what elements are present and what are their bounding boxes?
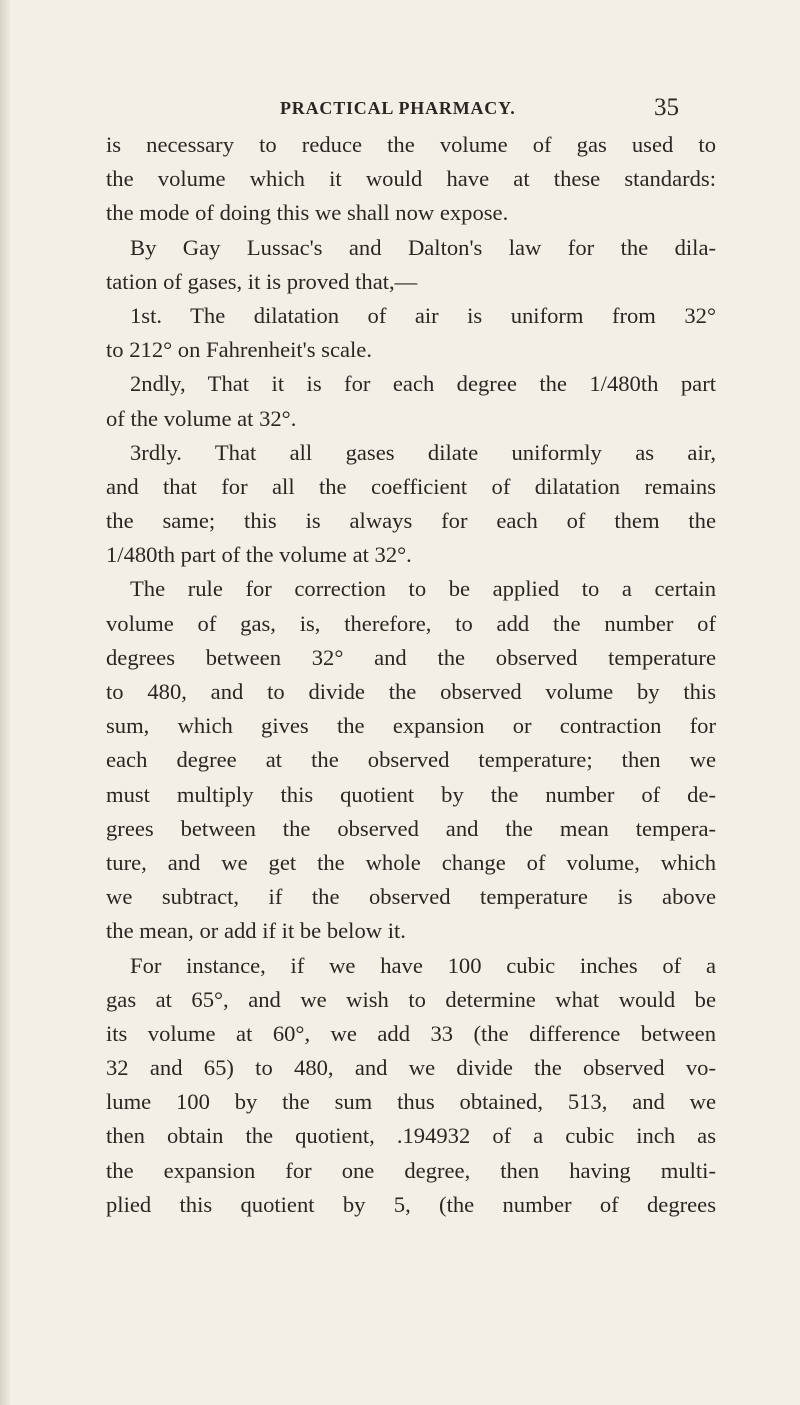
text-line: volume of gas, is, therefore, to add the number of	[106, 610, 716, 636]
text-line: then obtain the quotient, .194932 of a cubic inch as	[106, 1123, 716, 1149]
text-line: the mode of doing this we shall now expose.	[106, 200, 509, 226]
text-line: lume 100 by the sum thus obtained, 513, and we	[106, 1089, 716, 1115]
body-text	[106, 128, 716, 1222]
text-line: ture, and we get the whole change of volume, which	[106, 849, 716, 875]
text-line: degrees between 32° and the observed temperature	[106, 644, 716, 670]
text-line: is necessary to reduce the volume of gas used to	[106, 132, 716, 157]
text-line: plied this quotient by 5, (the number of degrees	[106, 1191, 716, 1217]
text-line: By Gay Lussac's and Dalton's law for the dila-	[130, 234, 716, 260]
text-line: 2ndly, That it is for each degree the 1/480th part	[130, 371, 716, 397]
text-line: 1st. The dilatation of air is uniform from 32°	[130, 302, 716, 328]
running-head: PRACTICAL PHARMACY.	[280, 98, 516, 118]
text-line: The rule for correction to be applied to a certain	[130, 576, 716, 602]
text-line: to 480, and to divide the observed volume by this	[106, 679, 716, 704]
text-line: and that for all the coefficient of dilatation remains	[106, 473, 716, 499]
text-line: tation of gases, it is proved that,—	[106, 268, 418, 294]
text-line: 1/480th part of the volume at 32°.	[106, 542, 412, 568]
text-line: 3rdly. That all gases dilate uniformly as air,	[130, 439, 716, 465]
text-line: grees between the observed and the mean tempera-	[106, 815, 716, 841]
page-edge	[0, 0, 10, 1405]
text-line: must multiply this quotient by the number of de-	[106, 781, 716, 807]
text-line: its volume at 60°, we add 33 (the difference between	[106, 1020, 716, 1046]
text-line: we subtract, if the observed temperature is above	[106, 884, 716, 910]
text-line: of the volume at 32°.	[106, 405, 297, 431]
text-line: each degree at the observed temperature; then we	[106, 747, 716, 773]
text-line: For instance, if we have 100 cubic inches of a	[130, 952, 716, 978]
text-line: the volume which it would have at these standards:	[106, 166, 716, 192]
text-line: gas at 65°, and we wish to determine what would be	[106, 986, 716, 1012]
text-line: sum, which gives the expansion or contraction for	[106, 713, 716, 739]
text-line: the expansion for one degree, then having multi-	[106, 1157, 716, 1183]
page-header	[0, 92, 800, 132]
text-line: 32 and 65) to 480, and we divide the observed vo-	[106, 1055, 716, 1081]
text-line: the same; this is always for each of them the	[106, 508, 716, 534]
page-number: 35	[654, 94, 679, 121]
text-line: the mean, or add if it be below it.	[106, 918, 406, 944]
text-line: to 212° on Fahrenheit's scale.	[106, 337, 372, 363]
